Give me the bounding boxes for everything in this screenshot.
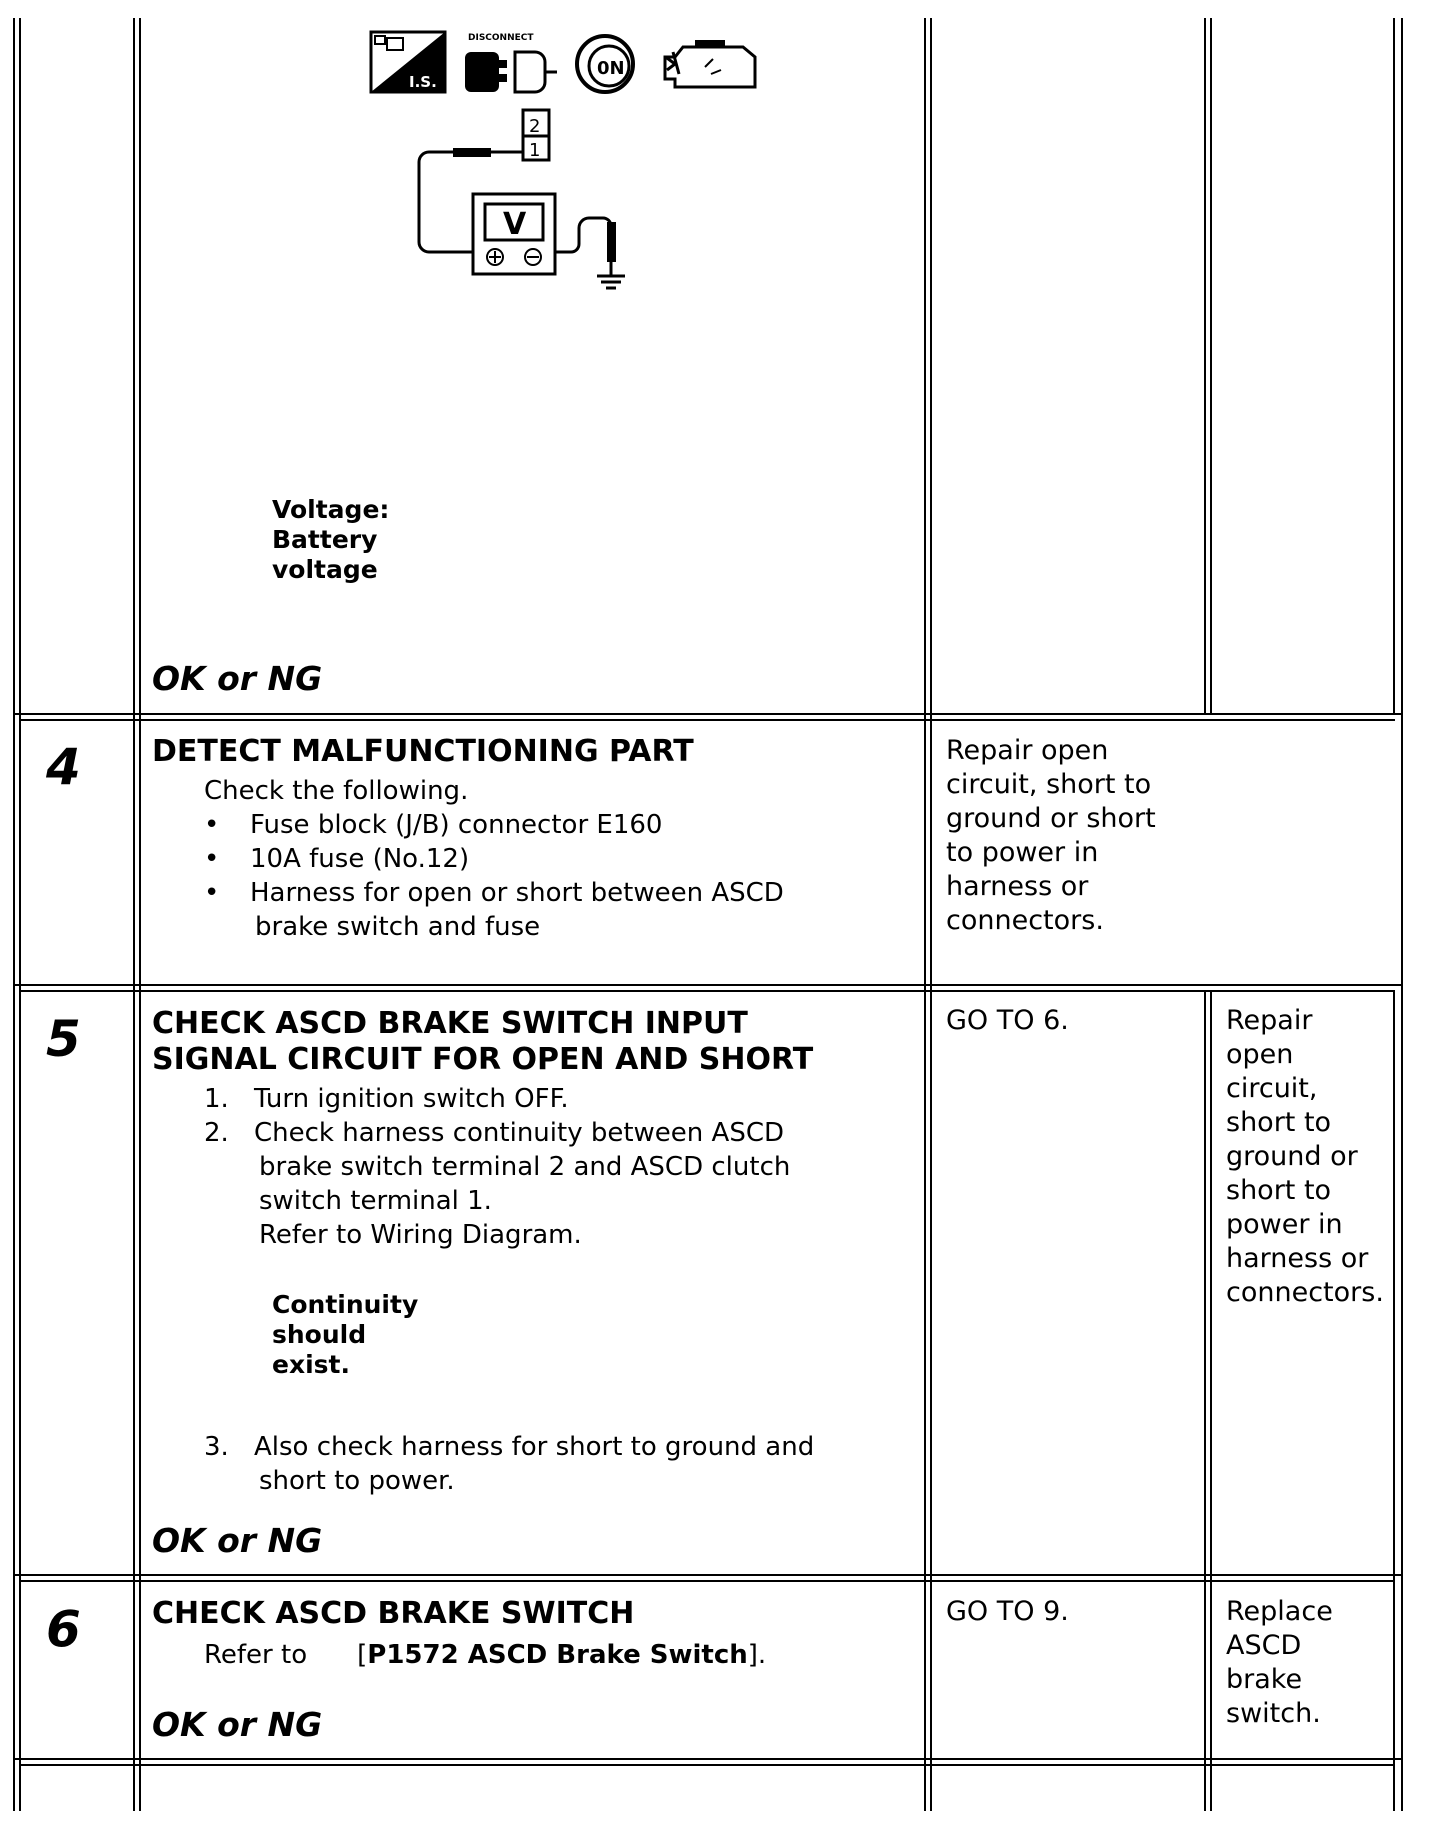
ground-symbol-icon bbox=[597, 262, 625, 288]
list-item bbox=[204, 876, 912, 944]
action-line: short to bbox=[1226, 1175, 1332, 1206]
list-item-text: • Harness for open or short between ASCD bbox=[250, 878, 784, 908]
spec-line: exist. bbox=[272, 1350, 350, 1379]
step5-content bbox=[152, 1006, 912, 1252]
voltage-check-diagram-svg bbox=[365, 22, 795, 292]
spec-line: Continuity bbox=[272, 1290, 419, 1319]
connector-pin-2: 2 bbox=[529, 116, 541, 137]
column-divider-3a bbox=[1204, 18, 1206, 715]
step6-ng-action bbox=[1226, 1595, 1391, 1731]
step5-continuity-spec bbox=[272, 1290, 572, 1380]
step6-ok-action: GO TO 9. bbox=[946, 1596, 1069, 1627]
column-divider-2a bbox=[924, 18, 926, 1811]
refer-bracket-close: ]. bbox=[747, 1640, 767, 1670]
step4-intro: Check the following. bbox=[204, 776, 469, 806]
list-item-text: switch terminal 1. bbox=[259, 1186, 492, 1216]
step5-ok-or-ng: OK or NG bbox=[152, 1521, 323, 1560]
action-line: connectors. bbox=[946, 905, 1104, 936]
list-item-text: Also check harness for short to ground and bbox=[254, 1432, 815, 1462]
action-line: circuit, short to bbox=[946, 769, 1152, 800]
spec-line: Voltage: bbox=[272, 495, 390, 524]
action-line: switch. bbox=[1226, 1698, 1321, 1729]
list-item-text: Refer to Wiring Diagram. bbox=[259, 1220, 582, 1250]
column-divider-1b bbox=[139, 18, 141, 1811]
refer-link[interactable]: P1572 ASCD Brake Switch bbox=[367, 1640, 748, 1670]
step4-title: DETECT MALFUNCTIONING PART bbox=[152, 734, 694, 769]
step4-number: 4 bbox=[46, 738, 81, 796]
step5-procedure-list bbox=[152, 1082, 912, 1252]
action-line: harness or bbox=[1226, 1243, 1369, 1274]
row-divider-5-6a bbox=[13, 1574, 1403, 1576]
ignition-key-icon bbox=[577, 36, 633, 92]
step3-ok-or-ng: OK or NG bbox=[152, 659, 323, 698]
step5-number: 5 bbox=[46, 1010, 81, 1068]
action-line: ground or short bbox=[946, 803, 1156, 834]
row-divider-3-4a bbox=[13, 713, 1403, 715]
row-divider-4-5a bbox=[13, 984, 1403, 986]
column-divider-3c bbox=[1204, 990, 1206, 1811]
table-border-left-outer bbox=[13, 18, 15, 1811]
list-item: • 10A fuse (No.12) bbox=[204, 842, 912, 876]
column-divider-1a bbox=[133, 18, 135, 1811]
list-item-number: 1. bbox=[204, 1084, 229, 1114]
action-line: ASCD bbox=[1226, 1630, 1302, 1661]
table-border-left-inner bbox=[19, 18, 21, 1811]
action-line: power in bbox=[1226, 1209, 1343, 1240]
action-line: open bbox=[1226, 1039, 1294, 1070]
spec-line: should bbox=[272, 1320, 367, 1349]
step4-content bbox=[152, 734, 912, 944]
step6-title: CHECK ASCD BRAKE SWITCH bbox=[152, 1596, 635, 1631]
action-line: brake bbox=[1226, 1664, 1303, 1695]
ground-probe-icon bbox=[607, 222, 616, 262]
action-line: connectors. bbox=[1226, 1277, 1384, 1308]
row-divider-3-4b bbox=[19, 719, 1395, 721]
row-divider-5-6b bbox=[19, 1580, 1395, 1582]
action-line: ground or bbox=[1226, 1141, 1358, 1172]
action-line: Replace bbox=[1226, 1596, 1333, 1627]
svg-text:0N: 0N bbox=[597, 58, 625, 79]
row-divider-6-7b bbox=[19, 1764, 1395, 1766]
step5-ok-action: GO TO 6. bbox=[946, 1005, 1069, 1036]
spec-line: Battery bbox=[272, 525, 378, 554]
action-line: Repair bbox=[1226, 1005, 1313, 1036]
list-item bbox=[204, 1116, 912, 1252]
step5-content-item-3 bbox=[152, 1430, 912, 1498]
list-item-text: short to power. bbox=[259, 1466, 455, 1496]
action-line: short to bbox=[1226, 1107, 1332, 1138]
action-line: harness or bbox=[946, 871, 1089, 902]
step3-voltage-spec bbox=[272, 495, 572, 585]
column-divider-3d bbox=[1210, 990, 1212, 1811]
list-item-text: brake switch terminal 2 and ASCD clutch bbox=[259, 1152, 791, 1182]
voltage-check-diagram bbox=[365, 22, 795, 292]
column-divider-2b bbox=[930, 18, 932, 1811]
step6-content bbox=[152, 1596, 912, 1672]
table-border-right-outer bbox=[1401, 18, 1403, 1811]
list-item bbox=[204, 1430, 912, 1498]
list-item-text: Check harness continuity between ASCD bbox=[254, 1118, 785, 1148]
refer-prefix: Refer to bbox=[204, 1640, 308, 1670]
action-line: circuit, bbox=[1226, 1073, 1318, 1104]
row-divider-6-7a bbox=[13, 1758, 1403, 1760]
refer-bracket-open: [ bbox=[357, 1640, 368, 1670]
voltmeter-label: V bbox=[503, 207, 527, 242]
row-divider-4-5b bbox=[19, 990, 1395, 992]
step5-ng-action bbox=[1226, 1004, 1391, 1310]
step6-refer bbox=[152, 1638, 912, 1672]
step4-ok-action bbox=[946, 734, 1196, 938]
list-item-number: 2. bbox=[204, 1118, 229, 1148]
step4-check-list bbox=[152, 808, 912, 944]
table-border-right-inner bbox=[1393, 18, 1395, 715]
connector-pin-1: 1 bbox=[529, 140, 541, 161]
engine-icon bbox=[665, 40, 755, 87]
action-line: Repair open bbox=[946, 735, 1109, 766]
disconnect-icon-text: DISCONNECT bbox=[468, 33, 534, 43]
list-item-text-cont: brake switch and fuse bbox=[255, 912, 541, 942]
disconnect-icon bbox=[465, 33, 557, 92]
voltmeter-icon bbox=[473, 194, 555, 274]
step5-title-line-2: SIGNAL CIRCUIT FOR OPEN AND SHORT bbox=[152, 1042, 814, 1077]
list-item bbox=[204, 1082, 912, 1116]
is-icon-text: I.S. bbox=[409, 73, 437, 91]
step6-number: 6 bbox=[46, 1600, 81, 1658]
step5-title-line-1: CHECK ASCD BRAKE SWITCH INPUT bbox=[152, 1006, 748, 1041]
probe-tip-icon bbox=[453, 148, 491, 157]
list-item-number: 3. bbox=[204, 1432, 229, 1462]
table-border-right-inner-lower bbox=[1393, 990, 1395, 1811]
list-item-text: Turn ignition switch OFF. bbox=[254, 1084, 569, 1114]
ignition-switch-icon bbox=[371, 32, 445, 92]
spec-line: voltage bbox=[272, 555, 378, 584]
step5-procedure-list-cont bbox=[152, 1430, 912, 1498]
list-item: • Fuse block (J/B) connector E160 bbox=[204, 808, 912, 842]
column-divider-3b bbox=[1210, 18, 1212, 715]
connector-icon bbox=[523, 110, 549, 161]
step6-ok-or-ng: OK or NG bbox=[152, 1705, 323, 1744]
action-line: to power in bbox=[946, 837, 1099, 868]
